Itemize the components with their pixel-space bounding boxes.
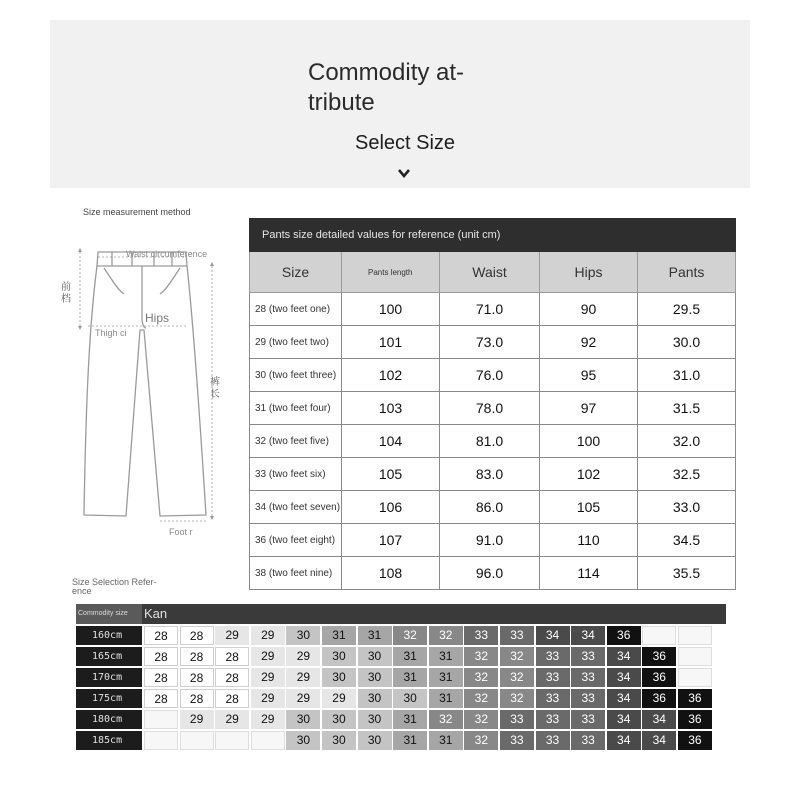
- value-cell: 76.0: [440, 359, 540, 392]
- value-cell: 97: [540, 392, 638, 425]
- reference-cell: 29: [215, 710, 249, 729]
- reference-cell: 30: [358, 710, 392, 729]
- value-cell: 106: [342, 491, 440, 524]
- reference-cell: 30: [322, 731, 356, 750]
- value-cell: 96.0: [440, 557, 540, 590]
- value-cell: 32.5: [638, 458, 736, 491]
- reference-cell: 29: [251, 710, 285, 729]
- table-row: [250, 359, 736, 392]
- reference-cell: 31: [322, 626, 356, 645]
- value-cell: 91.0: [440, 524, 540, 557]
- reference-cell: 29: [286, 647, 320, 666]
- value-cell: 30.0: [638, 326, 736, 359]
- value-cell: 110: [540, 524, 638, 557]
- value-cell: 102: [540, 458, 638, 491]
- size-selection-grid: [76, 604, 726, 750]
- reference-cell: 28: [144, 668, 178, 687]
- reference-header: [76, 604, 726, 624]
- value-cell: 100: [342, 293, 440, 326]
- value-cell: 86.0: [440, 491, 540, 524]
- reference-cell: 28: [180, 647, 214, 666]
- table-row: [250, 524, 736, 557]
- reference-cell: 31: [429, 689, 463, 708]
- reference-cell: 34: [536, 626, 570, 645]
- reference-cell: [144, 710, 178, 729]
- reference-cell: 32: [429, 626, 463, 645]
- reference-cell: 34: [607, 710, 641, 729]
- size-selection-reference-label: Size Selection Refer- ence: [72, 577, 157, 596]
- reference-cell: 31: [393, 710, 427, 729]
- value-cell: 73.0: [440, 326, 540, 359]
- reference-cell: 33: [571, 689, 605, 708]
- reference-cell: 31: [358, 626, 392, 645]
- size-cell: 38 (two feet nine): [250, 557, 342, 590]
- column-header-hips: Hips: [540, 252, 638, 293]
- reference-cell: 29: [251, 689, 285, 708]
- reference-cell: 30: [358, 668, 392, 687]
- reference-cell: 32: [464, 710, 498, 729]
- reference-cell: 33: [536, 710, 570, 729]
- value-cell: 101: [342, 326, 440, 359]
- reference-cell: 33: [536, 647, 570, 666]
- size-cell: 30 (two feet three): [250, 359, 342, 392]
- pants-size-table: [249, 218, 736, 590]
- size-cell: 28 (two feet one): [250, 293, 342, 326]
- reference-cell: 33: [536, 689, 570, 708]
- reference-cell: 28: [144, 626, 178, 645]
- reference-cell: 34: [607, 689, 641, 708]
- reference-cell: 33: [571, 668, 605, 687]
- table-row: [250, 425, 736, 458]
- reference-cell: 33: [500, 710, 534, 729]
- reference-cell: 31: [429, 668, 463, 687]
- reference-cell: 33: [571, 731, 605, 750]
- value-cell: 29.5: [638, 293, 736, 326]
- column-header-pants-length: Pants length: [342, 252, 440, 293]
- reference-cell: 28: [144, 689, 178, 708]
- reference-cell: 28: [144, 647, 178, 666]
- table-row: [250, 557, 736, 590]
- reference-cell: 28: [215, 668, 249, 687]
- size-measurement-method-label: Size measurement method: [83, 207, 191, 217]
- reference-cell: 29: [180, 710, 214, 729]
- value-cell: 35.5: [638, 557, 736, 590]
- value-cell: 83.0: [440, 458, 540, 491]
- reference-cell: 30: [358, 689, 392, 708]
- reference-cell: 30: [286, 626, 320, 645]
- reference-cell: 31: [393, 647, 427, 666]
- table-row: [250, 491, 736, 524]
- reference-cell: 32: [464, 668, 498, 687]
- chevron-down-icon: [397, 166, 411, 180]
- reference-cell: 29: [251, 626, 285, 645]
- height-label: 160cm: [76, 626, 142, 645]
- pants-length-vertical-label: 裤长: [210, 377, 220, 400]
- header-banner: [50, 20, 750, 188]
- value-cell: 103: [342, 392, 440, 425]
- reference-cell: 34: [607, 731, 641, 750]
- reference-cell: 29: [215, 626, 249, 645]
- value-cell: 108: [342, 557, 440, 590]
- value-cell: 71.0: [440, 293, 540, 326]
- value-cell: 107: [342, 524, 440, 557]
- reference-cell: 30: [322, 710, 356, 729]
- reference-cell: 32: [429, 710, 463, 729]
- reference-cell: 28: [180, 689, 214, 708]
- commodity-attribute-title: Commodity at- tribute: [308, 59, 465, 116]
- reference-cell: 36: [678, 731, 712, 750]
- size-cell: 33 (two feet six): [250, 458, 342, 491]
- hips-label: Hips: [145, 311, 170, 325]
- column-header-waist: Waist: [440, 252, 540, 293]
- value-cell: 100: [540, 425, 638, 458]
- reference-cell: 32: [464, 647, 498, 666]
- table-row: [250, 392, 736, 425]
- reference-cell: [678, 626, 712, 645]
- reference-cell: 33: [571, 710, 605, 729]
- value-cell: 31.0: [638, 359, 736, 392]
- reference-cell: 34: [571, 626, 605, 645]
- size-cell: 29 (two feet two): [250, 326, 342, 359]
- value-cell: 78.0: [440, 392, 540, 425]
- value-cell: 102: [342, 359, 440, 392]
- select-size-label: Select Size: [355, 132, 456, 154]
- reference-row: [76, 626, 726, 645]
- value-cell: 105: [342, 458, 440, 491]
- reference-cell: 32: [393, 626, 427, 645]
- reference-cell: [144, 731, 178, 750]
- height-label: 165cm: [76, 647, 142, 666]
- reference-cell: 33: [571, 647, 605, 666]
- reference-cell: 28: [180, 626, 214, 645]
- table-row: [250, 458, 736, 491]
- reference-cell: 34: [642, 710, 676, 729]
- reference-cell: 28: [215, 647, 249, 666]
- front-rise-label: 前档: [61, 282, 71, 305]
- reference-cell: [180, 731, 214, 750]
- table-row: [250, 293, 736, 326]
- reference-row: [76, 647, 726, 666]
- reference-cell: 33: [500, 731, 534, 750]
- reference-row: [76, 710, 726, 729]
- table-caption: Pants size detailed values for reference (unit cm): [250, 219, 736, 252]
- reference-row: [76, 731, 726, 750]
- reference-cell: 36: [642, 647, 676, 666]
- value-cell: 90: [540, 293, 638, 326]
- value-cell: 34.5: [638, 524, 736, 557]
- reference-cell: 29: [251, 647, 285, 666]
- reference-cell: 29: [286, 668, 320, 687]
- value-cell: 92: [540, 326, 638, 359]
- height-label: 175cm: [76, 689, 142, 708]
- foot-label: Foot r: [169, 527, 193, 537]
- reference-cell: 30: [286, 710, 320, 729]
- reference-cell: [678, 668, 712, 687]
- reference-cell: 34: [607, 647, 641, 666]
- height-label: 180cm: [76, 710, 142, 729]
- reference-cell: 36: [678, 689, 712, 708]
- table-row: [250, 326, 736, 359]
- reference-cell: 36: [642, 689, 676, 708]
- reference-cell: 29: [251, 668, 285, 687]
- column-header-pants: Pants: [638, 252, 736, 293]
- reference-cell: [642, 626, 676, 645]
- column-header-size: Size: [250, 252, 342, 293]
- reference-cell: 30: [286, 731, 320, 750]
- reference-cell: 36: [642, 668, 676, 687]
- reference-cell: 34: [642, 731, 676, 750]
- value-cell: 105: [540, 491, 638, 524]
- reference-cell: 31: [393, 731, 427, 750]
- reference-cell: [678, 647, 712, 666]
- reference-cell: 32: [500, 668, 534, 687]
- value-cell: 114: [540, 557, 638, 590]
- value-cell: 33.0: [638, 491, 736, 524]
- height-label: 185cm: [76, 731, 142, 750]
- reference-cell: 31: [429, 731, 463, 750]
- reference-cell: 32: [500, 689, 534, 708]
- height-label: 170cm: [76, 668, 142, 687]
- waist-circumference-label: Waist circumference: [126, 249, 208, 259]
- value-cell: 31.5: [638, 392, 736, 425]
- reference-cell: [215, 731, 249, 750]
- reference-cell: 33: [464, 626, 498, 645]
- reference-cell: 30: [322, 668, 356, 687]
- reference-cell: 30: [322, 647, 356, 666]
- value-cell: 32.0: [638, 425, 736, 458]
- reference-cell: 30: [358, 731, 392, 750]
- reference-cell: 28: [180, 668, 214, 687]
- reference-cell: 32: [464, 731, 498, 750]
- reference-cell: 32: [500, 647, 534, 666]
- reference-cell: 31: [393, 668, 427, 687]
- reference-cell: 34: [607, 668, 641, 687]
- reference-cell: 33: [536, 668, 570, 687]
- reference-row: [76, 689, 726, 708]
- thigh-label: Thigh ci: [95, 328, 127, 338]
- reference-cell: 33: [536, 731, 570, 750]
- value-cell: 104: [342, 425, 440, 458]
- size-cell: 31 (two feet four): [250, 392, 342, 425]
- reference-cell: 30: [358, 647, 392, 666]
- reference-cell: 30: [393, 689, 427, 708]
- reference-cell: 29: [322, 689, 356, 708]
- reference-cell: 33: [500, 626, 534, 645]
- value-cell: 95: [540, 359, 638, 392]
- reference-cell: 32: [464, 689, 498, 708]
- kan-label: Kan: [144, 606, 168, 621]
- reference-cell: 36: [678, 710, 712, 729]
- reference-cell: 28: [215, 689, 249, 708]
- reference-cell: 36: [607, 626, 641, 645]
- value-cell: 81.0: [440, 425, 540, 458]
- size-cell: 32 (two feet five): [250, 425, 342, 458]
- reference-cell: [251, 731, 285, 750]
- reference-row: [76, 668, 726, 687]
- reference-cell: 31: [429, 647, 463, 666]
- commodity-size-corner-label: Commodity size: [76, 604, 142, 624]
- reference-cell: 29: [286, 689, 320, 708]
- size-cell: 34 (two feet seven): [250, 491, 342, 524]
- size-cell: 36 (two feet eight): [250, 524, 342, 557]
